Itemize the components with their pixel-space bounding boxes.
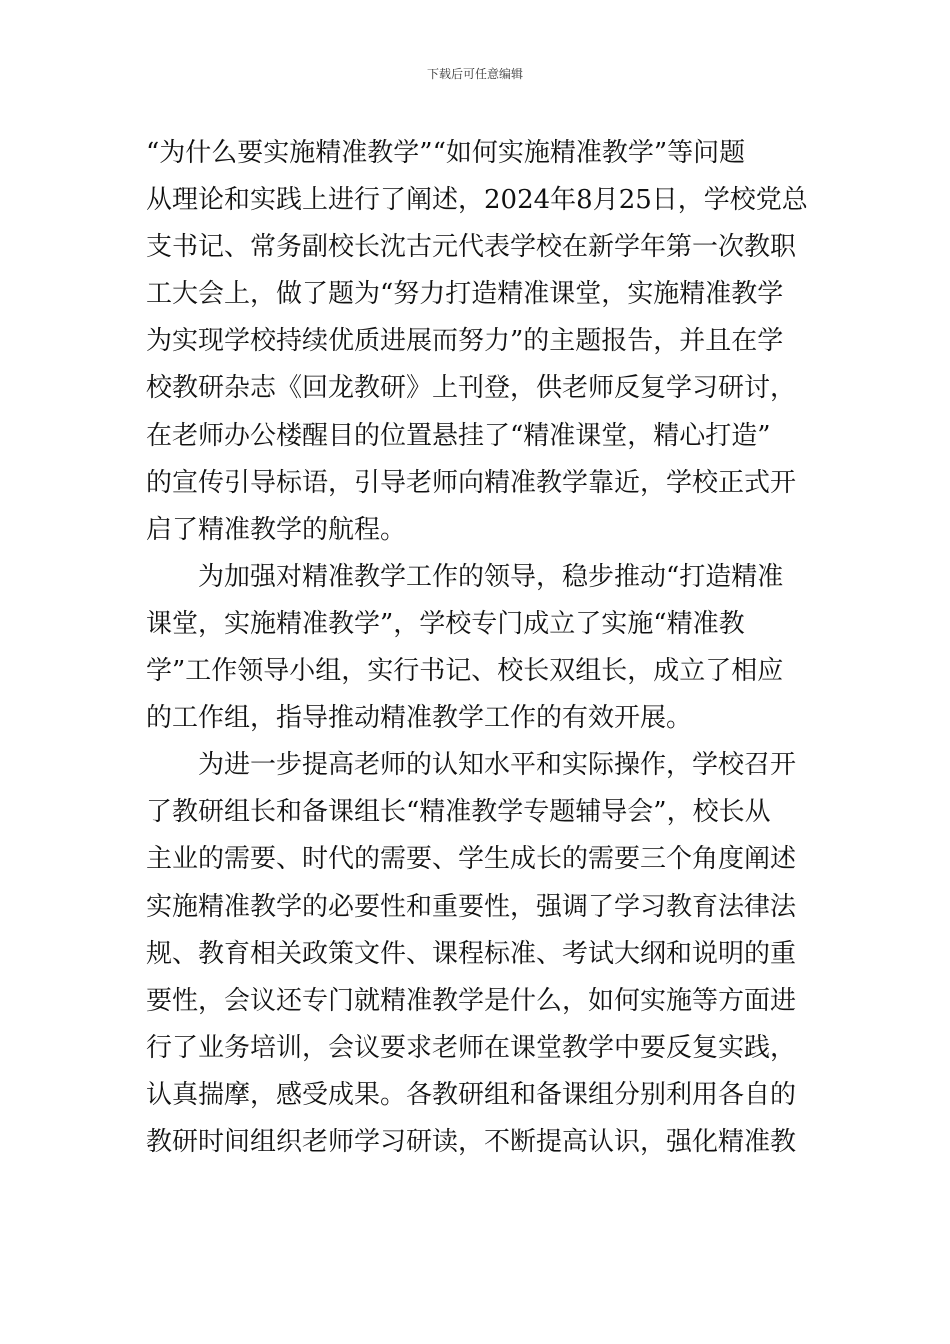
text-line: 校教研杂志《回龙教研》上刊登，供老师反复学习研讨， — [146, 373, 797, 404]
text-line: 的工作组，指导推动精准教学工作的有效开展。 — [146, 703, 693, 734]
text-line: 要性，会议还专门就精准教学是什么，如何实施等方面进 — [146, 985, 797, 1016]
text-line: 主业的需要、时代的需要、学生成长的需要三个角度阐述 — [146, 844, 797, 875]
text-line: 行了业务培训，会议要求老师在课堂教学中要反复实践， — [146, 1032, 797, 1063]
text-line: 启了精准教学的航程。 — [146, 514, 407, 545]
text-line: 为实现学校持续优质进展而努力”的主题报告，并且在学 — [146, 326, 784, 357]
paragraph-first-line: 为加强对精准教学工作的领导，稳步推动“打造精准 — [198, 561, 784, 592]
text-line: 了教研组长和备课组长“精准教学专题辅导会”，校长从 — [146, 797, 771, 828]
text-line: 实施精准教学的必要性和重要性，强调了学习教育法律法 — [146, 891, 797, 922]
paragraph-first-line: 为进一步提高老师的认知水平和实际操作，学校召开 — [198, 750, 797, 781]
text-line: 教研时间组织老师学习研读，不断提高认识，强化精准教 — [146, 1126, 797, 1157]
text-line: 学”工作领导小组，实行书记、校长双组长，成立了相应 — [146, 656, 784, 687]
document-body — [146, 130, 810, 1166]
page-header-note: 下载后可任意编辑 — [426, 67, 523, 81]
text-line: 认真揣摩，感受成果。各教研组和备课组分别利用各自的 — [146, 1079, 797, 1110]
text-line: “为什么要实施精准教学”“如何实施精准教学”等问题 — [146, 138, 746, 168]
text-line: 工大会上，做了题为“努力打造精准课堂，实施精准教学 — [146, 279, 784, 310]
text-line: 课堂，实施精准教学”，学校专门成立了实施“精准教 — [146, 608, 745, 639]
text-line: 从理论和实践上进行了阐述，2024年8月25日，学校党总 — [146, 185, 808, 216]
text-line: 规、教育相关政策文件、课程标准、考试大纲和说明的重 — [146, 938, 797, 969]
text-line: 在老师办公楼醒目的位置悬挂了“精准课堂，精心打造” — [146, 420, 771, 451]
text-line: 的宣传引导标语，引导老师向精准教学靠近，学校正式开 — [146, 467, 797, 498]
text-line: 支书记、常务副校长沈古元代表学校在新学年第一次教职 — [146, 232, 797, 263]
